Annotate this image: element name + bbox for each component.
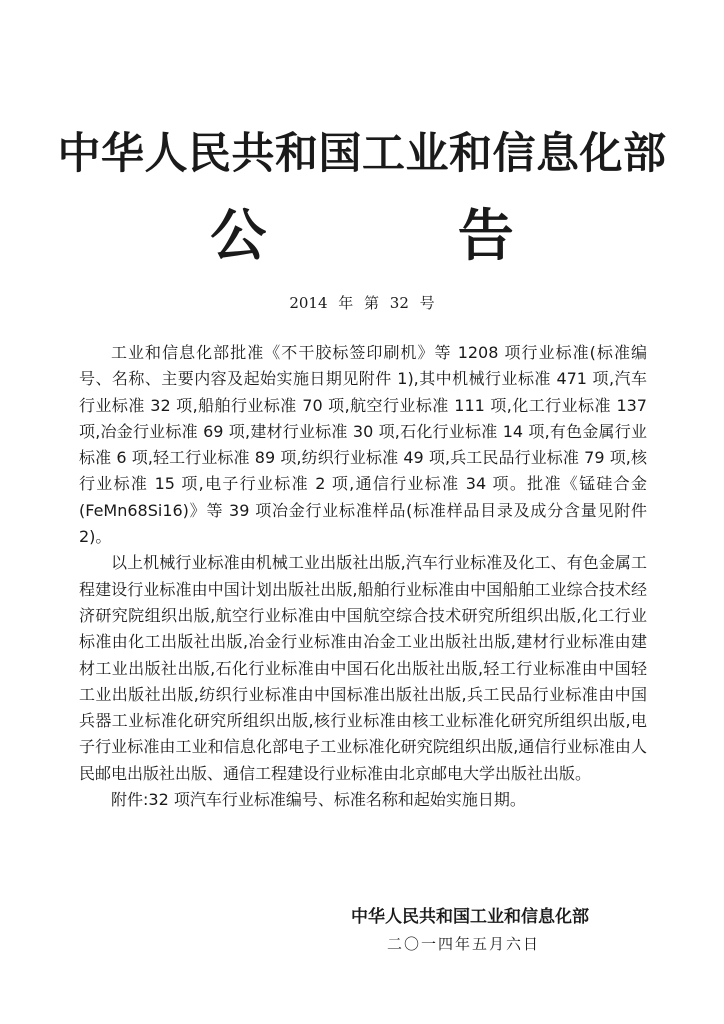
- issuer-title: 中华人民共和国工业和信息化部: [57, 129, 667, 179]
- notice-body: [79, 340, 647, 813]
- attachment-note: 附件:32 项汽车行业标准编号、标准名称和起始实施日期。: [111, 790, 526, 810]
- body-paragraph: 以上机械行业标准由机械工业出版社出版,汽车行业标准及化工、有色金属工程建设行业标准由中国计划出版社出版,船舶行业标准由中国船舶工业综合技术经济研究院组织出版,航空行业标准由中国航空综合技术研究所组织出版,化工行业标准由化工出版社出版,冶金行业标准由冶金工业出版社出版,建材行业标准由建材工业出版社出版,石化行业标准由中国石化出版社出版,轻工行业标准由中国轻工业出版社出版,纺织行业标准由中国标准出版社出版,兵工民品行业标准由中国兵器工业标准化研究所组织出版,核行业标准由核工业标准化研究所组织出版,电子行业标准由工业和信息化部电子工业标准化研究院组织出版,通信行业标准由人民邮电出版社出版、通信工程建设行业标准由北京邮电大学出版社出版。: [79, 553, 647, 783]
- signature-organization: 中华人民共和国工业和信息化部: [351, 907, 589, 927]
- issue-number: 2014 年 第 32 号: [289, 294, 435, 312]
- signature-date: 二〇一四年五月六日: [386, 935, 540, 953]
- body-paragraph: 工业和信息化部批准《不干胶标签印刷机》等 1208 项行业标准(标准编号、名称、主要内容及起始实施日期见附件 1),其中机械行业标准 471 项,汽车行业标准 32 项,船舶行业标准 70 项,航空行业标准 111 项,化工行业标准 137 项,冶金行业标准 69 项,建材行业标准 30 项,石化行业标准 14 项,有色金属行业标准 6 项,轻工行业标准 89 项,纺织行业标准 49 项,兵工民品行业标准 79 项,核行业标准 15 项,电子行业标准 2 项,通信行业标准 34 项。批准《锰硅合金(FeMn68Si16)》等 39 项冶金行业标准样品(标准样品目录及成分含量见附件 2)。: [79, 343, 647, 547]
- notice-title: 公 告: [210, 203, 600, 269]
